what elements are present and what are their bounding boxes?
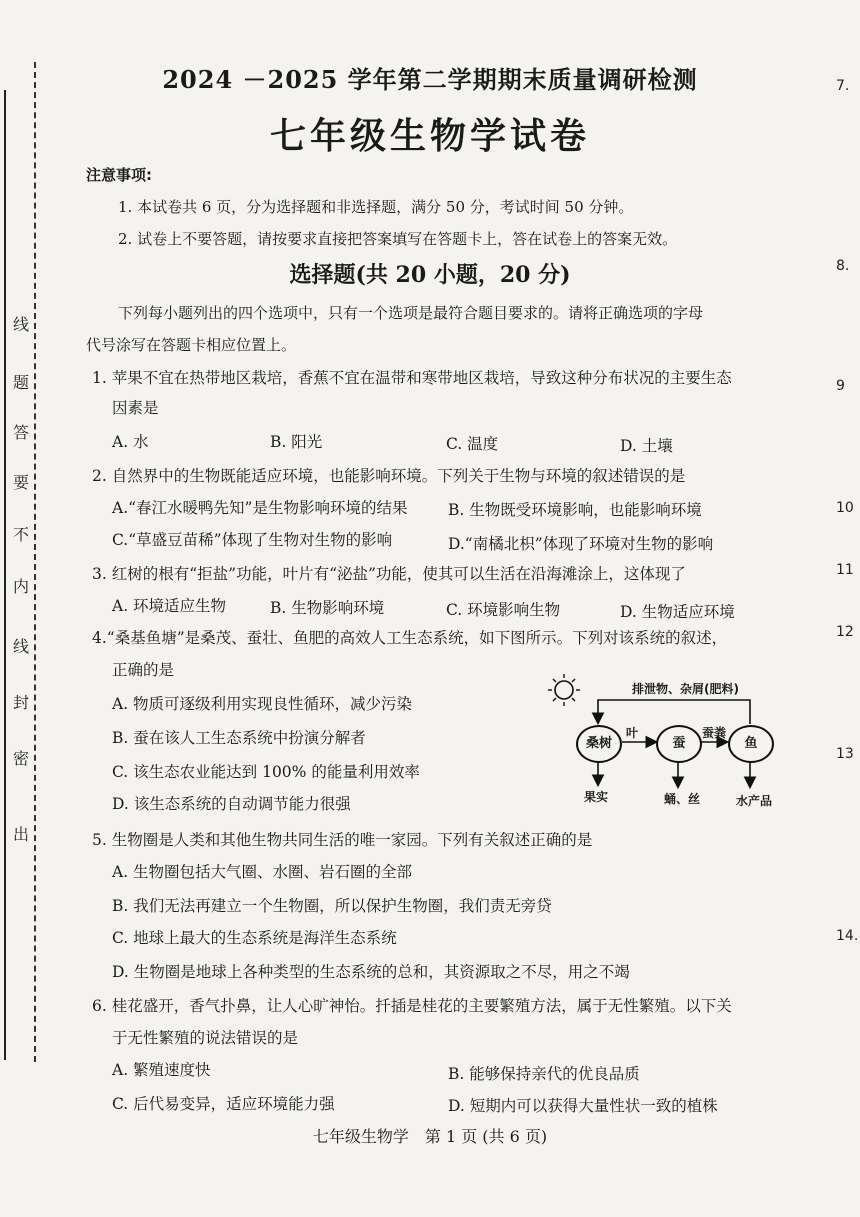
option: A. 生物圈包括大气圈、水圈、岩石圈的全部 [112, 863, 413, 881]
question-stem: 3. 红树的根有“拒盐”功能，叶片有“泌盐”功能，使其可以生活在沿海滩涂上，这体现了 [92, 565, 686, 583]
margin-char: 题 [12, 373, 29, 392]
diagram-label-feces: 蚕粪 [702, 726, 727, 740]
option: D. 该生态系统的自动调节能力很强 [112, 795, 351, 813]
option: D. 生物适应环境 [620, 603, 735, 621]
option: C. 后代易变异，适应环境能力强 [112, 1095, 335, 1113]
section-instructions: 下列每小题列出的四个选项中，只有一个选项是最符合题目要求的。请将正确选项的字母 [118, 304, 704, 322]
diagram-node-mulberry: 桑树 [576, 725, 622, 763]
option: C. 环境影响生物 [446, 601, 561, 619]
notes-heading: 注意事项: [86, 166, 152, 184]
diagram-label-fruit: 果实 [584, 790, 609, 804]
margin-char: 内 [12, 577, 29, 596]
diagram-label-silk: 蛹、丝 [664, 792, 701, 806]
option: A. 水 [112, 433, 149, 451]
exam-title-line1: 2024 －2025 学年第二学期期末质量调研检测 [162, 65, 698, 94]
note-item: 2. 试卷上不要答题，请按要求直接把答案填写在答题卡上，答在试卷上的答案无效。 [118, 230, 678, 248]
next-page-number: 9 [836, 378, 845, 394]
margin-char: 不 [12, 525, 29, 544]
option: C. 地球上最大的生态系统是海洋生态系统 [112, 929, 397, 947]
question-stem: 于无性繁殖的说法错误的是 [112, 1029, 299, 1047]
diagram-node-silkworm: 蚕 [656, 725, 702, 763]
next-page-number: 13 [836, 746, 854, 762]
next-page-number: 10 [836, 500, 854, 516]
next-page-number: 7. [836, 78, 850, 94]
option: B. 能够保持亲代的优良品质 [448, 1065, 640, 1083]
question-stem: 正确的是 [112, 661, 175, 679]
diagram-label-aquatic: 水产品 [736, 794, 773, 808]
diagram-label-leaf: 叶 [626, 726, 639, 740]
margin-char: 出 [12, 825, 29, 844]
option: B. 生物既受环境影响，也能影响环境 [448, 501, 702, 519]
margin-char: 要 [12, 473, 29, 492]
option: C. 该生态农业能达到 100% 的能量利用效率 [112, 763, 420, 781]
margin-char: 线 [12, 637, 29, 656]
option: A.“春江水暖鸭先知”是生物影响环境的结果 [112, 499, 408, 517]
margin-char: 密 [12, 749, 29, 768]
note-item: 1. 本试卷共 6 页，分为选择题和非选择题，满分 50 分，考试时间 50 分钟。 [118, 198, 634, 216]
question-stem: 2. 自然界中的生物既能适应环境，也能影响环境。下列关于生物与环境的叙述错误的是 [92, 467, 686, 485]
section-instructions: 代号涂写在答题卡相应位置上。 [86, 336, 297, 354]
diagram-node-fish: 鱼 [728, 725, 774, 763]
option: B. 蚕在该人工生态系统中扮演分解者 [112, 729, 366, 747]
option: C. 温度 [446, 435, 499, 453]
next-page-number: 12 [836, 624, 854, 640]
next-page-number: 11 [836, 562, 854, 578]
diagram-label-fertilizer: 排泄物、杂屑(肥料) [632, 682, 739, 696]
option: D. 短期内可以获得大量性状一致的植株 [448, 1097, 718, 1115]
sun-icon [548, 674, 580, 706]
margin-char: 答 [12, 423, 29, 442]
option: D. 生物圈是地球上各种类型的生态系统的总和，其资源取之不尽，用之不竭 [112, 963, 630, 981]
question-stem: 5. 生物圈是人类和其他生物共同生活的唯一家园。下列有关叙述正确的是 [92, 831, 593, 849]
section-heading: 选择题(共 20 小题，20 分) [289, 262, 571, 288]
next-page-number: 14. [836, 928, 859, 944]
option: A. 环境适应生物 [112, 597, 227, 615]
binding-dashed-line [34, 62, 36, 1062]
page-footer: 七年级生物学 第 1 页 (共 6 页) [312, 1127, 548, 1146]
option: A. 繁殖速度快 [112, 1061, 211, 1079]
margin-char: 线 [12, 315, 29, 334]
option: D.“南橘北枳”体现了环境对生物的影响 [448, 535, 714, 553]
option: D. 土壤 [620, 437, 673, 455]
margin-char: 封 [12, 693, 29, 712]
option: B. 阳光 [270, 433, 323, 451]
option: A. 物质可逐级利用实现良性循环，减少污染 [112, 695, 413, 713]
next-page-number: 8. [836, 258, 850, 274]
exam-title-line2: 七年级生物学试卷 [269, 115, 590, 157]
margin-rule [4, 90, 6, 1060]
question-stem: 6. 桂花盛开，香气扑鼻，让人心旷神怡。扦插是桂花的主要繁殖方法，属于无性繁殖。以下关 [92, 997, 732, 1015]
question-stem: 4.“桑基鱼塘”是桑茂、蚕壮、鱼肥的高效人工生态系统，如下图所示。下列对该系统的叙述， [92, 629, 728, 647]
option: B. 我们无法再建立一个生物圈，所以保护生物圈，我们责无旁贷 [112, 897, 552, 915]
option: C.“草盛豆苗稀”体现了生物对生物的影响 [112, 531, 393, 549]
mulberry-fish-pond-diagram [540, 670, 790, 820]
question-stem: 因素是 [112, 399, 159, 417]
option: B. 生物影响环境 [270, 599, 385, 617]
question-stem: 1. 苹果不宜在热带地区栽培，香蕉不宜在温带和寒带地区栽培，导致这种分布状况的主要生态 [92, 369, 732, 387]
